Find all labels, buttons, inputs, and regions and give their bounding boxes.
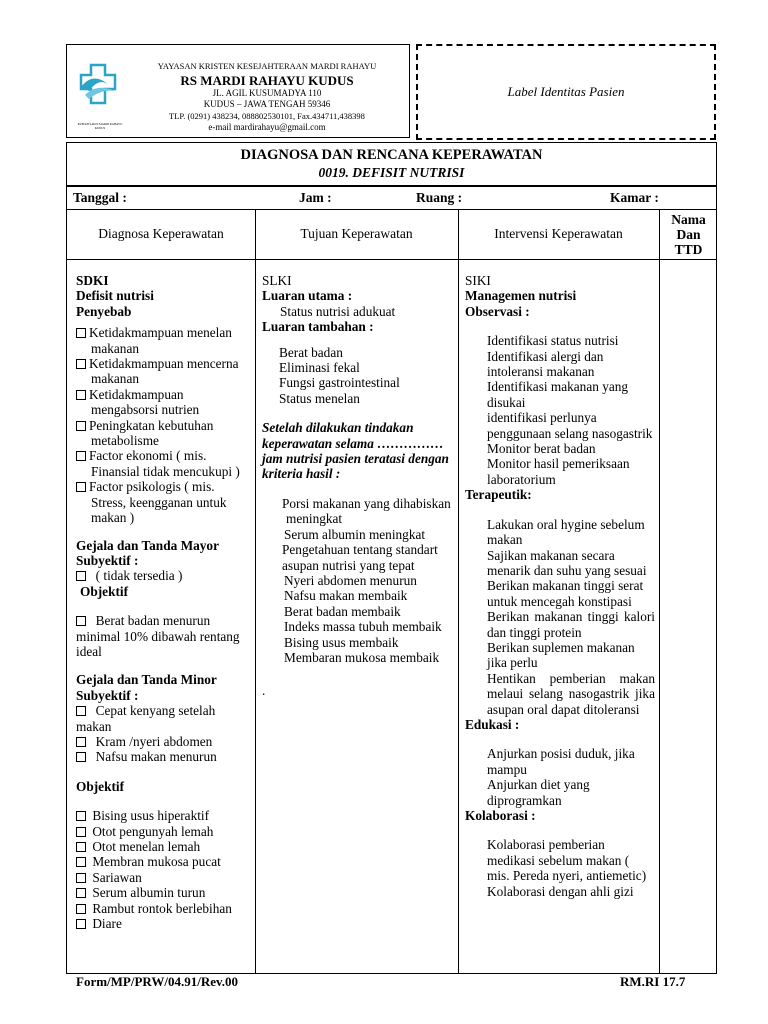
cause-item[interactable]: Ketidakmampuan mengabsorsi nutrien [76,387,252,418]
observasi-item: Identifikasi alergi dan intoleransi makanan [487,348,604,380]
checkbox[interactable] [76,706,86,716]
cause-item[interactable]: Factor psikologis ( mis. Stress, keengganan untuk makan ) [76,479,252,525]
minor-objective-item[interactable]: Otot pengunyah lemah [76,824,252,839]
tujuan-column [262,273,454,699]
edukasi-label: Edukasi : [465,716,520,732]
patient-label-text: Label Identitas Pasien [507,84,625,99]
address-line-1: JL. AGIL KUSUMADYA 110 [212,87,322,98]
minor-title: Gejala dan Tanda Minor [76,672,217,688]
logo-caption: RUMAH SAKIT MARDI RAHAYU KUDUS [77,122,123,130]
title-line-2: 0019. DEFISIT NUTRISI [318,165,465,180]
col-header-nama-ttd [659,209,718,259]
checkbox[interactable] [76,390,86,400]
foundation-name: YAYASAN KRISTEN KESEJAHTERAAN MARDI RAHAYU [157,61,377,71]
kriteria-item: Serum albumin meningkat [284,526,426,542]
cause-item[interactable]: Ketidakmampuan menelan makanan [76,325,252,356]
minor-subjective-item[interactable]: Kram /nyeri abdomen [76,734,252,749]
terapeutik-label: Terapeutik: [465,487,532,503]
kriteria-item: Pengetahuan tentang standart asupan nutrisi yang tepat [282,542,438,573]
terapeutik-item: Berikan makanan tinggi kalori dan tinggi protein [487,609,655,640]
kriteria-item: Nafsu makan membaik [284,588,408,604]
kolaborasi-label: Kolaborasi : [465,808,536,823]
checkbox[interactable] [76,616,86,626]
sdki-label: SDKI [76,273,109,288]
diagnosis-title: Defisit nutrisi [76,288,154,304]
kolaborasi-item: Kolaborasi dengan ahli gizi [487,883,634,899]
minor-objective-item[interactable]: Bising usus hiperaktif [76,808,252,823]
mayor-subjective-item[interactable]: ( tidak tersedia ) [76,568,252,583]
checkbox[interactable] [76,811,86,821]
checkbox[interactable] [76,571,86,581]
minor-subjective-item[interactable]: Nafsu makan menurun [76,749,252,764]
luaran-tambahan-item: Fungsi gastrointestinal [279,375,400,391]
siki-label: SIKI [465,273,491,288]
checkbox[interactable] [76,451,86,461]
slki-label: SLKI [262,273,292,288]
hospital-info [127,61,407,134]
hospital-name: RS MARDI RAHAYU KUDUS [180,72,354,88]
minor-objective-item[interactable]: Rambut rontok berlebihan [76,901,252,916]
ruang-field: Ruang : [416,190,463,205]
kriteria-item: Nyeri abdomen menurun [284,572,417,588]
kriteria-item: Porsi makanan yang dihabiskan meningkat [282,495,451,527]
intervensi-column [465,273,655,899]
cause-item[interactable]: Factor ekonomi ( mis. Finansial tidak mencukupi ) [76,448,252,479]
checkbox[interactable] [76,328,86,338]
phone-line: TLP. (0291) 438234, 088802530101, Fax.434711,438398 [169,110,365,121]
checkbox[interactable] [76,737,86,747]
checkbox[interactable] [76,857,86,867]
kriteria-item: Berat badan membaik [284,603,401,619]
diagnosa-column [76,273,252,931]
title-line-1: DIAGNOSA DAN RENCANA KEPERAWATAN [240,147,543,163]
minor-objective-item[interactable]: Diare [76,916,252,931]
minor-subjective-label: Subyektif : [76,687,139,703]
observasi-label: Observasi : [465,303,530,319]
form-code: Form/MP/PRW/04.91/Rev.00 [76,974,239,989]
checkbox[interactable] [76,827,86,837]
penyebab-label: Penyebab [76,303,132,319]
observasi-item: Monitor berat badan [487,441,596,457]
luaran-tambahan-item: Eliminasi fekal [279,360,360,376]
kriteria-item: Membaran mukosa membaik [284,649,440,665]
checkbox[interactable] [76,421,86,431]
terapeutik-item: Sajikan makanan secara menarik dan suhu yang sesuai [487,547,647,578]
luaran-utama-item: Status nutrisi adukuat [280,303,396,319]
outcome-statement: Setelah dilakukan tindakan keperawatan selama ……………jam nutrisi pasien teratasi dengan kriteria hasil : [262,420,449,482]
address-line-2: KUDUS – JAWA TENGAH 59346 [203,99,331,109]
checkbox[interactable] [76,873,86,883]
minor-objective-item[interactable]: Sariawan [76,870,252,885]
terapeutik-item: Hentikan pemberian makan melaui selang nasogastrik jika asupan oral dapat ditoleransi [487,670,655,717]
checkbox[interactable] [76,359,86,369]
form-title [66,142,717,186]
cause-item[interactable]: Peningkatan kebutuhan metabolisme [76,418,252,449]
luaran-tambahan-item: Berat badan [279,344,343,360]
edukasi-item: Anjurkan posisi duduk, jika mampu [487,746,635,777]
mayor-objective-item[interactable]: Berat badan menurun minimal 10% dibawah rentang ideal [76,613,240,659]
cause-item[interactable]: Ketidakmampuan mencerna makanan [76,356,252,387]
kamar-field: Kamar : [610,190,659,205]
luaran-utama-label: Luaran utama : [262,288,353,304]
rm-code: RM.RI 17.7 [620,974,686,989]
kolaborasi-item: Kolaborasi pemberian medikasi sebelum makan ( mis. Pereda nyeri, antiemetic) [487,837,647,884]
nama-label: Nama [671,211,706,227]
minor-objective-label: Objektif [76,778,125,794]
hospital-header [66,44,410,138]
col-header-intervensi: Intervensi Keperawatan [494,226,623,241]
mayor-objective-label: Objektif [80,583,129,599]
terapeutik-item: Berikan makanan tinggi serat untuk mencegah konstipasi [487,578,644,609]
checkbox[interactable] [76,888,86,898]
minor-objective-item[interactable]: Otot menelan lemah [76,839,252,854]
observasi-item: Monitor hasil pemeriksaan laboratorium [487,456,630,487]
ttd-label: TTD [674,241,703,257]
care-plan-table [66,186,717,974]
terapeutik-item: Lakukan oral hygine sebelum makan [487,516,645,548]
col-header-tujuan: Tujuan Keperawatan [300,226,413,241]
checkbox[interactable] [76,842,86,852]
observasi-item: identifikasi perlunya penggunaan selang nasogastrik [487,410,653,441]
minor-subjective-item[interactable]: Cepat kenyang setelah makan [76,703,216,734]
checkbox[interactable] [76,482,86,492]
col-header-diagnosa: Diagnosa Keperawatan [98,226,224,241]
checkbox[interactable] [76,919,86,929]
mayor-subjective-label: Subyektif : [76,552,139,568]
edukasi-item: Anjurkan diet yang diprogramkan [487,777,590,808]
luaran-tambahan-label: Luaran tambahan : [262,319,374,335]
luaran-tambahan-item: Status menelan [279,390,360,406]
patient-label-box [416,44,716,140]
jam-field: Jam : [299,190,332,205]
terapeutik-item: Berikan suplemen makanan jika perlu [487,639,635,671]
observasi-item: Identifikasi makanan yang disukai [487,379,629,410]
trailing-dot: . [262,683,266,699]
kriteria-item: Bising usus membaik [284,634,399,650]
minor-objective-item[interactable]: Serum albumin turun [76,885,252,900]
mayor-title: Gejala dan Tanda Mayor [76,537,219,553]
dan-label: Dan [676,226,701,242]
checkbox[interactable] [76,904,86,914]
checkbox[interactable] [76,752,86,762]
kriteria-item: Indeks massa tubuh membaik [284,619,442,635]
minor-objective-item[interactable]: Membran mukosa pucat [76,854,252,869]
intervention-title: Managemen nutrisi [465,288,577,304]
tanggal-field: Tanggal : [73,190,127,205]
email-line: e-mail mardirahayu@gmail.com [208,122,326,132]
observasi-item: Identifikasi status nutrisi [487,333,619,349]
hospital-logo [75,61,125,130]
